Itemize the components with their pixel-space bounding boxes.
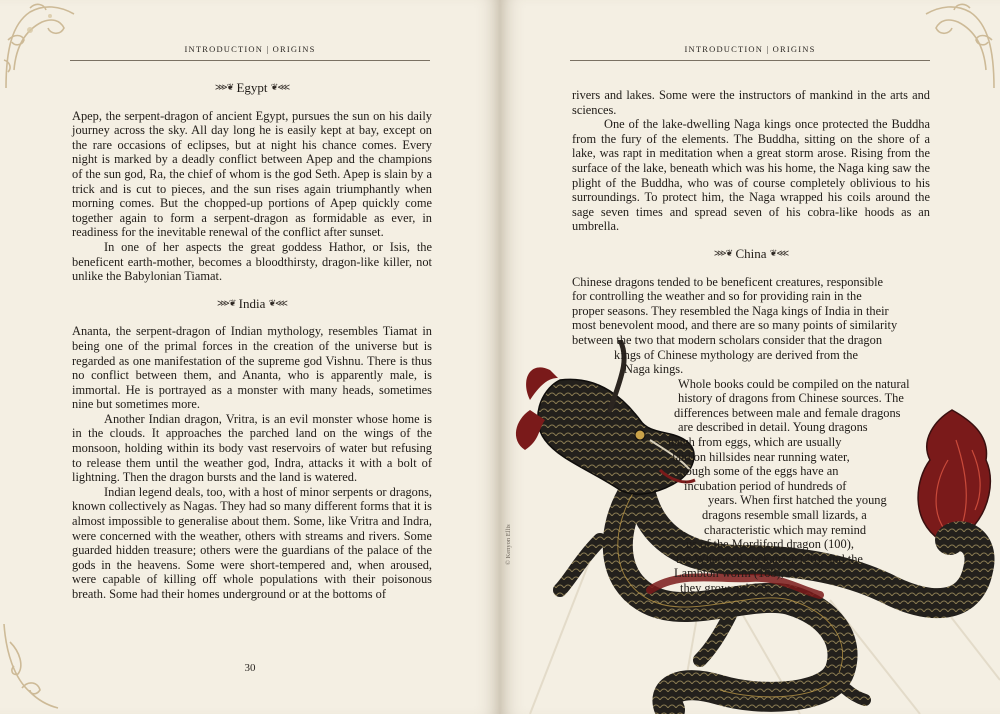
corner-ornament-top-left (0, 0, 80, 90)
paragraph: Another Indian dragon, Vritra, is an evil monster whose home is in the clouds. It approaches the parched land on the wings of the monsoon, holding within its body vast reservoirs of water but refusing to release them until the weather god, Indra, attacks it with a bolt of lightning. Then the dragon bursts and the land is watered. (72, 411, 432, 485)
text-line: proper seasons. They resembled the Naga kings of India in their (572, 303, 889, 318)
text-line: between the two that modern scholars consider that the dragon (572, 332, 883, 347)
left-page-body (72, 80, 432, 602)
text-line: most benevolent mood, and there are so many points of similarity (572, 318, 898, 333)
section-heading-india (72, 296, 432, 312)
section-heading-text: Egypt (236, 80, 268, 95)
fleuron-left-icon: ⋙❦ (214, 82, 234, 92)
paragraph: One of the lake-dwelling Naga kings once protected the Buddha from the fury of the elements. The Buddha, sitting on the shore of a lake, was rapt in meditation when a great storm arose. Rising from the surface of the lake, beneath which was his home, the Naga king saw the plight of the Buddha, who was of course completely oblivious to his surroundings. To protect him, the Naga wrapped his coils around the sage seven times and spread seven of his cobra-like hoods as an umbrella. (572, 117, 930, 234)
text-line: years. When first hatched the young (708, 493, 887, 508)
paragraph: In one of her aspects the great goddess Hathor, or Isis, the beneficent earth-mother, becomes a bloodthirsty, dragon-like killer, not unlike the Babylonian Tiamat. (72, 239, 432, 284)
running-head: INTRODUCTION | ORIGINS (684, 44, 816, 54)
right-page (500, 0, 1000, 714)
fleuron-right-icon: ❦⋘ (268, 297, 287, 308)
text-line: kings of Chinese mythology are derived from the (614, 347, 858, 362)
text-line: for controlling the weather and so for providing rain in the (572, 289, 862, 304)
paragraph: Indian legend deals, too, with a host of minor serpents or dragons, known collectively as Nagas. They had so many different forms that it is almost impossible to generalise about them. Some, like Vritra and Indra, were concerned with the weather, others with streams and rivers. Some guarded hidden treasure; others were the guardians of the palace of the gods in the heavens. Some were short-tempered and, when aroused, were capable of killing off whole populations with their poisonous breath. Some had their homes underground or at the bottoms of (72, 484, 432, 601)
section-heading-egypt (72, 80, 432, 96)
text-line: incubation period of hundreds of (684, 478, 847, 493)
paragraph: rivers and lakes. Some were the instructors of mankind in the arts and sciences. (572, 88, 930, 117)
header-rule (570, 60, 930, 61)
right-page-body (572, 88, 930, 596)
text-line: differences between male and female dragons (674, 405, 901, 420)
fleuron-left-icon: ⋙❦ (217, 297, 236, 308)
paragraph: Ananta, the serpent-dragon of Indian mythology, resembles Tiamat in being one of the primal forces in the creation of the universe but is regarded as one manifestation of the supreme god Vishnu. There is thus no conflict between them, and Ananta, who is apparently male, is immortal. He is portrayed as a monster with many heads, sometimes nine but sometimes more. (72, 324, 432, 412)
running-head: INTRODUCTION | ORIGINS (184, 44, 316, 54)
paragraph: Apep, the serpent-dragon of ancient Egypt, pursues the sun on his daily journey across the sky. All day long he is easily kept at bay, except on the rare occasions of eclipses, but at night his chance comes. Every night is marked by a deadly conflict between Apep and the champions of the sun god, Ra, the chief of whom is the god Seth. Apep is slain by a trick and is cut to pieces, and the sun rises again triumphantly when morning comes. But the chopped-up portions of Apep quickly come together again to form a serpent-dragon as formidable as ever, in readiness for the inevitable renewal of the conflict after sunset. (72, 108, 432, 240)
text-line: though some of the eggs have an (676, 464, 839, 479)
text-line: Lambton worm (168), but (674, 566, 803, 581)
section-heading-china (572, 246, 930, 262)
text-line: Naga kings. (624, 362, 684, 377)
image-credit: © Kenyon Ellis (505, 524, 512, 565)
fleuron-right-icon: ❦⋘ (769, 247, 789, 258)
page-number: 30 (244, 662, 256, 674)
text-line: Whole books could be compiled on the natural (678, 376, 910, 391)
text-line: hatch from eggs, which are usually (668, 435, 842, 450)
text-line: characteristic which may remind (704, 522, 867, 537)
text-line: Chinese dragons tended to be beneficent creatures, responsible (572, 274, 884, 289)
section-heading-text: China (735, 245, 767, 261)
section-heading-text: India (238, 295, 266, 311)
text-line: the Wherwell cockatrice (28), and the (676, 551, 863, 566)
header-rule (70, 60, 430, 61)
text-line: history of dragons from Chinese sources. The (678, 391, 904, 406)
text-line: laid on hillsides near running water, (672, 449, 850, 464)
fleuron-left-icon: ⋙❦ (713, 247, 733, 258)
china-text-block (572, 275, 930, 596)
text-line: us of the Mordiford dragon (100), (686, 537, 854, 552)
fleuron-right-icon: ❦⋘ (270, 82, 290, 92)
text-line: are described in detail. Young dragons (678, 420, 868, 435)
text-line: they grow quickly. (680, 581, 773, 595)
text-line: dragons resemble small lizards, a (702, 508, 867, 523)
